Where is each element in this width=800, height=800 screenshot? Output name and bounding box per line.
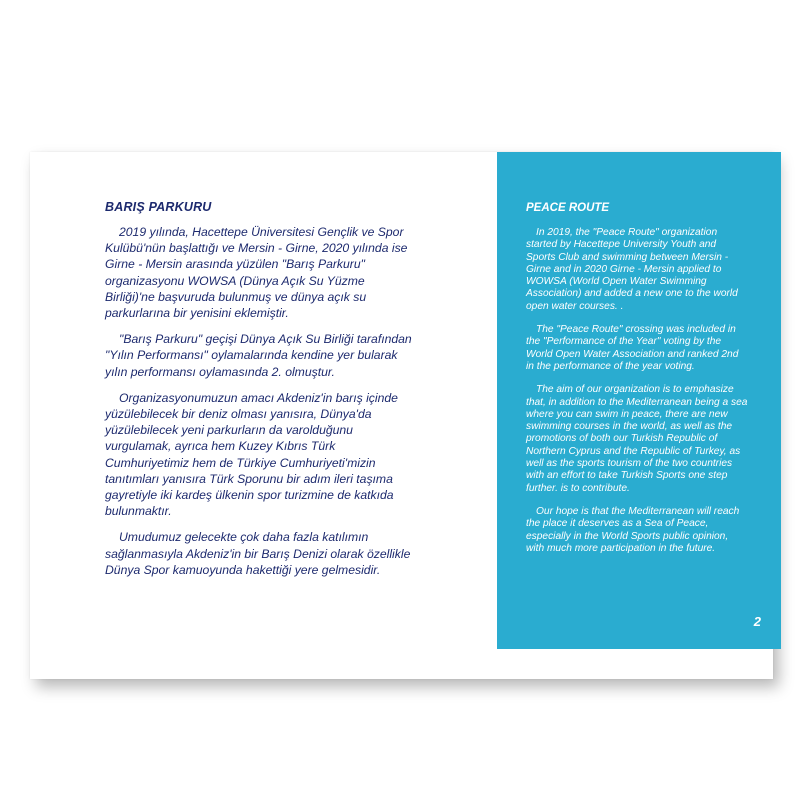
- left-paragraph-2: "Barış Parkuru" geçişi Dünya Açık Su Birliği tarafından "Yılın Performansı" oylamalarında kendine yer bularak yılın performansı oylamasında 2. olmuştur.: [105, 332, 412, 379]
- page-number: 2: [753, 614, 761, 629]
- left-page-title: BARIŞ PARKURU: [105, 200, 212, 214]
- left-paragraph-3: Organizasyonumuzun amacı Akdeniz'in barış içinde yüzülebilecek bir deniz olması yanısıra, Dünya'da yüzülebilecek yeni parkurların da varolduğunu vurgulamak, ayrıca hem Kuzey Kıbrıs Türk Cumhuriyetimiz hem de Türkiye Cumhuriyeti'mizin tanıtımları yanısıra Türk Sporunu bir adım ileri taşıma gayretiyle iki kardeş ülkenin spor turizmine de katkıda bulunmaktır.: [105, 390, 398, 519]
- left-paragraph-1: 2019 yılında, Hacettepe Üniversitesi Gençlik ve Spor Kulübü'nün başlattığı ve Mersin - Girne, 2020 yılında ise Girne - Mersin arasında yüzülen "Barış Parkuru" organizasyonu WOWSA (Dünya Açık Su Yüzme Birliği)'ne başvuruda bulunmuş ve dünya açık su parkurlarına bir yenisini eklemiştir.: [105, 225, 408, 321]
- left-paragraph-4: Umudumuz gelecekte çok daha fazla katılımın sağlanmasıyla Akdeniz'in bir Barış Denizi olarak özellikle Dünya Spor kamuoyunda hakettiği yere gelmesidir.: [105, 530, 411, 577]
- left-page-turkish: [105, 200, 415, 588]
- brochure-spread: [30, 152, 773, 679]
- right-page-english: [497, 152, 781, 649]
- right-paragraph-2: The "Peace Route" crossing was included in the "Performance of the Year" voting by the World Open Water Association and ranked 2nd in the performance of the year voting.: [526, 324, 739, 372]
- right-paragraph-3: The aim of our organization is to emphasize that, in addition to the Mediterranean being a sea where you can swim in peace, there are new swimming courses in the world, as well as the promotions of both our Turkish Republic of Northern Cyprus and the Republic of Turkey, as well as the sports tourism of the two countries with an effort to take Turkish Sports one step further. is to contribute.: [526, 384, 748, 494]
- right-paragraph-4: Our hope is that the Mediterranean will reach the place it deserves as a Sea of Peace, especially in the World Sports public opinion, with much more participation in the future.: [526, 505, 740, 554]
- right-page-title: PEACE ROUTE: [526, 202, 610, 214]
- right-page-content: [526, 202, 748, 566]
- right-paragraph-1: In 2019, the "Peace Route" organization started by Hacettepe University Youth and Sports Club and swimming between Mersin - Girne and in 2020 Girne - Mersin applied to WOWSA (World Open Water Swimming Association) and added a new one to the world open water courses. .: [526, 227, 738, 312]
